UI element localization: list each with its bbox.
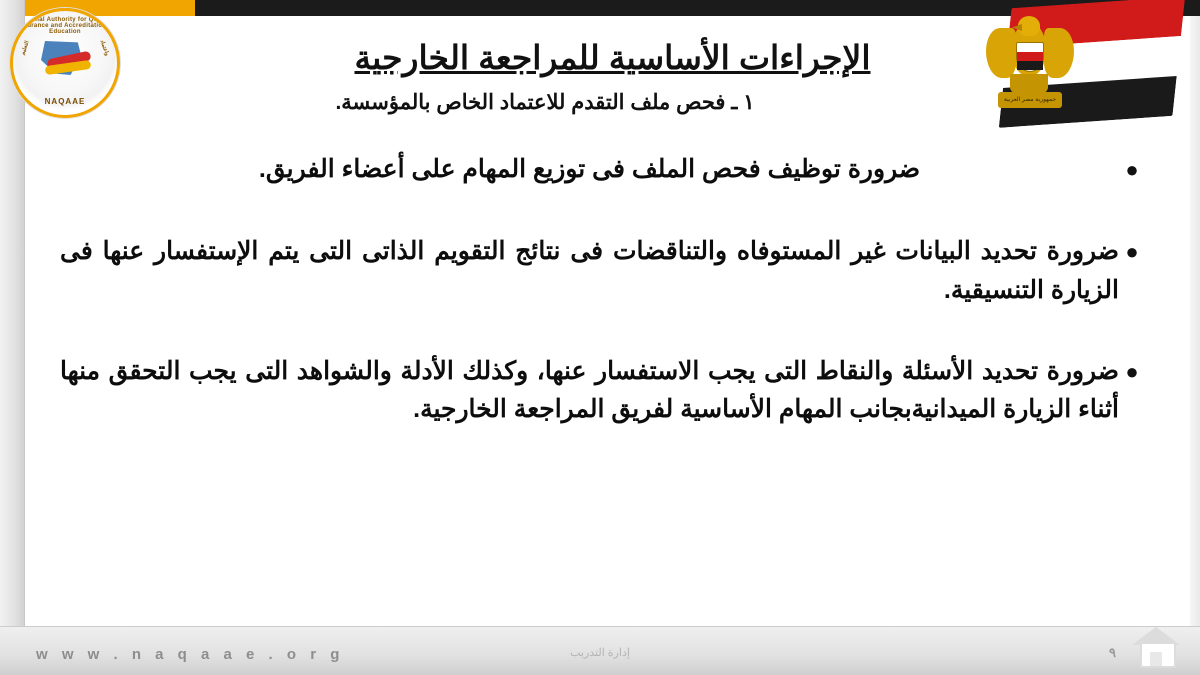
shield-red-band bbox=[1017, 52, 1043, 61]
page-subtitle: ١ ـ فحص ملف التقدم للاعتماد الخاص بالمؤسسة. bbox=[335, 91, 755, 114]
list-item bbox=[60, 352, 1145, 430]
egypt-flag-emblem bbox=[968, 2, 1178, 134]
list-item bbox=[60, 150, 1145, 190]
bullet-marker: ● bbox=[1125, 157, 1139, 182]
naqaae-logo bbox=[10, 8, 120, 118]
emblem-scroll-text: جمهورية مصر العربية bbox=[998, 92, 1062, 108]
bullet-text-3: ضرورة تحديد الأسئلة والنقاط التى يجب الاستفسار عنها، وكذلك الأدلة والشواهد التى يجب التحقق منها أثناء الزيارة الميدانيةبجانب المهام الأساسية لفريق المراجعة الخارجية. bbox=[60, 356, 1119, 424]
footer-center-note: إدارة التدريب bbox=[570, 647, 630, 659]
page-number: ٩ bbox=[1109, 645, 1116, 660]
bullet-marker: ● bbox=[1125, 239, 1139, 264]
eagle-shield bbox=[1016, 42, 1044, 72]
logo-ring-bottom-text: NAQAAE bbox=[44, 97, 86, 106]
logo-ring-left-text: التعليم bbox=[20, 40, 31, 56]
logo-graphic bbox=[33, 33, 97, 91]
bullet-text-1: ضرورة توظيف فحص الملف فى توزيع المهام على أعضاء الفريق. bbox=[258, 155, 921, 183]
home-door bbox=[1150, 652, 1162, 666]
eagle-right-wing bbox=[1044, 28, 1074, 78]
shield-black-band bbox=[1017, 61, 1043, 70]
page-title: الإجراءات الأساسية للمراجعة الخارجية bbox=[354, 39, 871, 76]
eagle-icon bbox=[982, 16, 1078, 120]
bullet-marker: ● bbox=[1125, 358, 1139, 384]
home-roof bbox=[1132, 627, 1180, 645]
footer-website-url[interactable]: w w w . n a q a a e . o r g bbox=[36, 646, 345, 663]
bullet-text-2: ضرورة تحديد البيانات غير المستوفاه والتناقضات فى نتائج التقويم الذاتى التى يتم الإستفسار عنها فى الزيارة التنسيقية. bbox=[60, 237, 1119, 304]
slide-body bbox=[60, 150, 1145, 471]
logo-ring-right-text: واعتماد bbox=[98, 39, 110, 57]
list-item bbox=[60, 232, 1145, 310]
logo-ring-top-text: National Authority for Quality Assurance and Accreditation of Education bbox=[15, 17, 115, 35]
home-icon[interactable] bbox=[1130, 625, 1182, 669]
